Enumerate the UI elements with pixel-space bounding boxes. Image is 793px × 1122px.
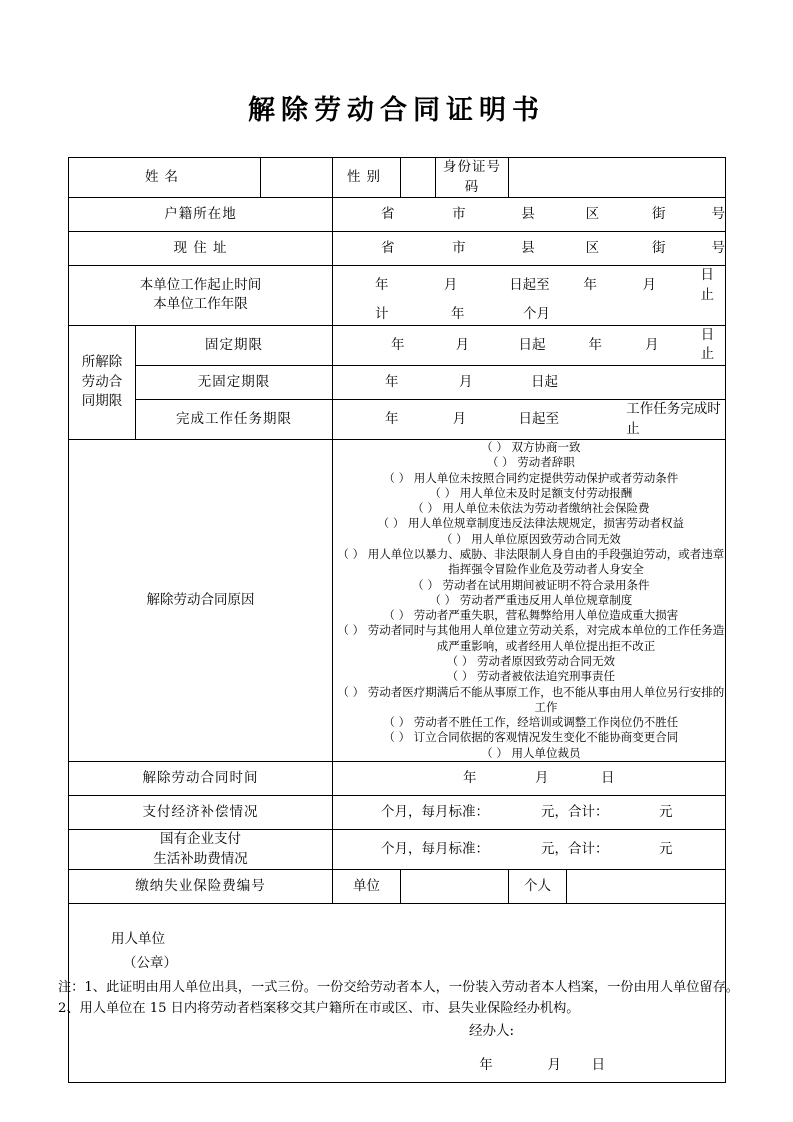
seal-label: （公章）: [123, 954, 177, 971]
reason-checkbox[interactable]: （ ）: [446, 654, 474, 668]
work-start-year: 年: [375, 276, 389, 293]
reason-checkbox[interactable]: （ ）: [377, 516, 405, 531]
work-period-value[interactable]: [333, 266, 726, 326]
signature-date[interactable]: [455, 1056, 605, 1076]
table-row-fixed-term: [69, 325, 726, 365]
task-term-label: 完成工作任务期限: [136, 399, 333, 439]
reason-text: 用人单位未及时足额支付劳动报酬: [459, 485, 633, 500]
reason-item[interactable]: [333, 501, 725, 516]
unit-label: 单位: [333, 870, 401, 904]
termination-time-label: 解除劳动合同时间: [69, 761, 333, 795]
reason-text: 用人单位裁员: [511, 745, 581, 760]
task-start-year: 年: [385, 410, 399, 427]
open-start-year: 年: [385, 373, 399, 390]
unemployment-label: 缴纳失业保险费编号: [69, 870, 333, 904]
open-start-month: 月: [459, 373, 473, 390]
reason-item[interactable]: [333, 654, 725, 669]
reason-item[interactable]: [333, 715, 725, 730]
address-field-district: 区: [585, 239, 600, 256]
termination-month: 月: [535, 769, 549, 786]
individual-label: 个人: [509, 870, 567, 904]
reason-item[interactable]: [333, 440, 725, 455]
reason-text: 劳动者同时与其他用人单位建立劳动关系，对完成本单位的工作任务造成严重影响，或者经用人单位提出拒不改正: [367, 623, 725, 653]
signature-year: 年: [479, 1057, 493, 1074]
footer-note-1: 注：1、此证明由用人单位出具，一式三份。一份交给劳动者本人，一份装入劳动者本人档案，一份由用人单位留存。: [58, 980, 739, 995]
reason-checkbox[interactable]: （ ）: [429, 592, 457, 607]
certificate-table: [68, 157, 726, 1083]
work-period-label: [69, 266, 333, 326]
reason-text: 劳动者被依法追究刑事责任: [477, 669, 615, 684]
reason-item[interactable]: [333, 455, 725, 470]
fixed-start-day: 日起: [518, 336, 546, 353]
soe-total-unit: 元: [659, 840, 673, 857]
compensation-total-label: 元，合计：: [541, 803, 609, 820]
task-completion-note: 工作任务完成时止: [626, 400, 721, 437]
reason-item[interactable]: [333, 578, 725, 593]
reason-item[interactable]: [333, 685, 725, 716]
contract-term-label: 所解除 劳动合 同期限: [69, 325, 136, 439]
reason-text: 劳动者原因致劳动合同无效: [477, 654, 615, 668]
open-start-day: 日起: [531, 373, 558, 390]
reason-item[interactable]: [333, 593, 725, 608]
work-months-unit: 个月: [523, 306, 550, 323]
address-field-province: 省: [381, 239, 395, 256]
fixed-term-value[interactable]: [333, 325, 726, 365]
reason-checkbox[interactable]: （ ）: [440, 531, 468, 546]
household-field-province: 省: [381, 205, 395, 222]
address-value[interactable]: [333, 232, 726, 266]
reason-checkbox[interactable]: （ ）: [337, 684, 365, 699]
reason-item[interactable]: [333, 746, 725, 761]
household-label: 户籍所在地: [69, 198, 333, 232]
address-field-city: 市: [452, 239, 466, 256]
reason-item[interactable]: [333, 730, 725, 745]
reason-checkbox[interactable]: （ ）: [412, 577, 439, 592]
employer-seal-area: [111, 928, 177, 975]
fixed-start-month: 月: [455, 336, 470, 353]
reason-item[interactable]: [333, 669, 725, 684]
employer-label: 用人单位: [111, 931, 165, 948]
work-years-total-label: 计: [375, 306, 389, 323]
reason-text: 劳动者严重违反用人单位规章制度: [459, 592, 633, 607]
signature-month: 月: [547, 1057, 562, 1074]
work-period-label-line1: 本单位工作起止时间: [139, 276, 262, 293]
reason-checkbox[interactable]: （ ）: [486, 455, 514, 470]
reason-text: 劳动者医疗期满后不能从事原工作，也不能从事由用人单位另行安排的工作: [367, 684, 725, 714]
fixed-end-month: 月: [645, 336, 659, 353]
soe-subsidy-label: [69, 829, 333, 869]
reason-checkbox[interactable]: （ ）: [383, 730, 411, 745]
reason-text: 劳动者辞职: [517, 455, 575, 470]
reason-checkbox[interactable]: （ ）: [383, 608, 411, 623]
table-row-identity: [69, 158, 726, 198]
table-row-work-period: [69, 266, 726, 326]
work-period-label-line2: 本单位工作年限: [153, 296, 248, 313]
reason-item[interactable]: [333, 608, 725, 623]
table-row-open-term: [69, 365, 726, 399]
reason-checkbox[interactable]: （ ）: [429, 485, 457, 500]
compensation-label: 支付经济补偿情况: [69, 795, 333, 829]
reason-item[interactable]: [333, 532, 725, 547]
gender-value[interactable]: [401, 158, 436, 198]
fixed-start-year: 年: [391, 336, 405, 353]
open-term-value[interactable]: [333, 365, 726, 399]
work-start-month: 月: [443, 276, 458, 293]
household-field-district: 区: [585, 205, 600, 222]
footer-note-2: 2、用人单位在 15 日内将劳动者档案移交其户籍所在市或区、市、县失业保险经办机构。: [58, 1001, 580, 1017]
reason-checkbox[interactable]: （ ）: [337, 547, 365, 562]
gender-label: 性别: [333, 158, 401, 198]
reason-item[interactable]: [333, 547, 725, 578]
work-end-day: 日止: [700, 267, 715, 303]
fixed-end-year: 年: [588, 336, 603, 353]
address-field-county: 县: [521, 239, 535, 256]
soe-subsidy-label-line1: 国有企业支付: [160, 830, 241, 847]
termination-year: 年: [463, 769, 477, 786]
compensation-months-standard: 个月，每月标准：: [381, 803, 489, 820]
reason-checkbox[interactable]: （ ）: [481, 440, 508, 455]
address-field-street: 街: [651, 239, 666, 256]
reason-item[interactable]: [333, 471, 725, 486]
reason-label: 解除劳动合同原因: [69, 440, 333, 762]
open-term-label: 无固定期限: [136, 365, 333, 399]
household-field-street: 街: [651, 205, 666, 222]
fixed-end-day: 日止: [700, 326, 715, 363]
reason-text: 双方协商一致: [511, 440, 581, 455]
termination-time-value[interactable]: [333, 761, 726, 795]
footer-notes: [58, 977, 748, 1020]
soe-subsidy-label-line2: 生活补助费情况: [153, 850, 248, 867]
reason-checkbox[interactable]: （ ）: [446, 669, 474, 684]
soe-months-standard: 个月，每月标准：: [381, 840, 489, 857]
reason-item[interactable]: [333, 486, 725, 501]
household-field-number: 号: [711, 205, 725, 222]
address-field-number: 号: [711, 239, 725, 256]
work-end-year: 年: [583, 276, 598, 293]
table-row-reasons: [69, 440, 726, 762]
reason-text: 劳动者在试用期间被证明不符合录用条件: [442, 577, 650, 592]
compensation-total-unit: 元: [659, 803, 673, 820]
name-label: 姓名: [69, 158, 261, 198]
id-label: 身份证号码: [436, 158, 509, 198]
work-end-month: 月: [642, 276, 656, 293]
individual-number-value[interactable]: [567, 870, 726, 904]
name-value[interactable]: [261, 158, 333, 198]
soe-subsidy-value[interactable]: [333, 829, 726, 869]
task-start-month: 月: [452, 410, 467, 427]
table-row-address: [69, 232, 726, 266]
reason-text: 用人单位未依法为劳动者缴纳社会保险费: [442, 501, 650, 516]
reason-list: [333, 440, 725, 761]
reason-text: 用人单位规章制度违反法律法规规定，损害劳动者权益: [408, 516, 684, 531]
reason-checkbox[interactable]: （ ）: [412, 501, 439, 516]
reason-checkbox[interactable]: （ ）: [337, 623, 365, 638]
table-row-unemployment-insurance: [69, 870, 726, 904]
compensation-value[interactable]: [333, 795, 726, 829]
reason-text: 用人单位原因致劳动合同无效: [471, 531, 621, 546]
table-row-termination-time: [69, 761, 726, 795]
address-label: 现 住 址: [69, 232, 333, 266]
work-start-day: 日起至: [509, 276, 550, 293]
table-row-soe-subsidy: [69, 829, 726, 869]
table-row-household: [69, 198, 726, 232]
reason-checkbox[interactable]: （ ）: [481, 745, 508, 760]
task-start-day: 日起至: [518, 410, 559, 427]
reason-text: 用人单位以暴力、威胁、非法限制人身自由的手段强迫劳动，或者违章指挥强令冒险作业危及劳动者人身安全: [367, 547, 725, 577]
table-row-task-term: [69, 399, 726, 439]
reason-list-cell: [333, 440, 726, 762]
soe-total-label: 元，合计：: [541, 840, 609, 857]
reason-text: 劳动者严重失职，营私舞弊给用人单位造成重大损害: [413, 608, 679, 623]
reason-text: 用人单位未按照合同约定提供劳动保护或者劳动条件: [413, 470, 679, 485]
reason-checkbox[interactable]: （ ）: [383, 470, 411, 485]
reason-text: 订立合同依据的客观情况发生变化不能协商变更合同: [413, 730, 679, 745]
signature-day: 日: [591, 1057, 606, 1074]
reason-checkbox[interactable]: （ ）: [383, 715, 411, 730]
reason-text: 劳动者不胜任工作，经培训或调整工作岗位仍不胜任: [413, 715, 679, 730]
household-value[interactable]: [333, 198, 726, 232]
task-term-value[interactable]: [333, 399, 726, 439]
work-years-unit: 年: [451, 306, 465, 323]
reason-item[interactable]: [333, 516, 725, 531]
household-field-city: 市: [452, 205, 466, 222]
page-title: 解除劳动合同证明书: [248, 95, 545, 126]
handler-label[interactable]: 经办人:: [469, 1023, 515, 1040]
fixed-term-label: 固定期限: [136, 325, 333, 365]
table-row-compensation: [69, 795, 726, 829]
id-value[interactable]: [509, 158, 726, 198]
reason-item[interactable]: [333, 623, 725, 654]
household-field-county: 县: [521, 205, 535, 222]
termination-day: 日: [601, 769, 615, 786]
unit-number-value[interactable]: [401, 870, 509, 904]
